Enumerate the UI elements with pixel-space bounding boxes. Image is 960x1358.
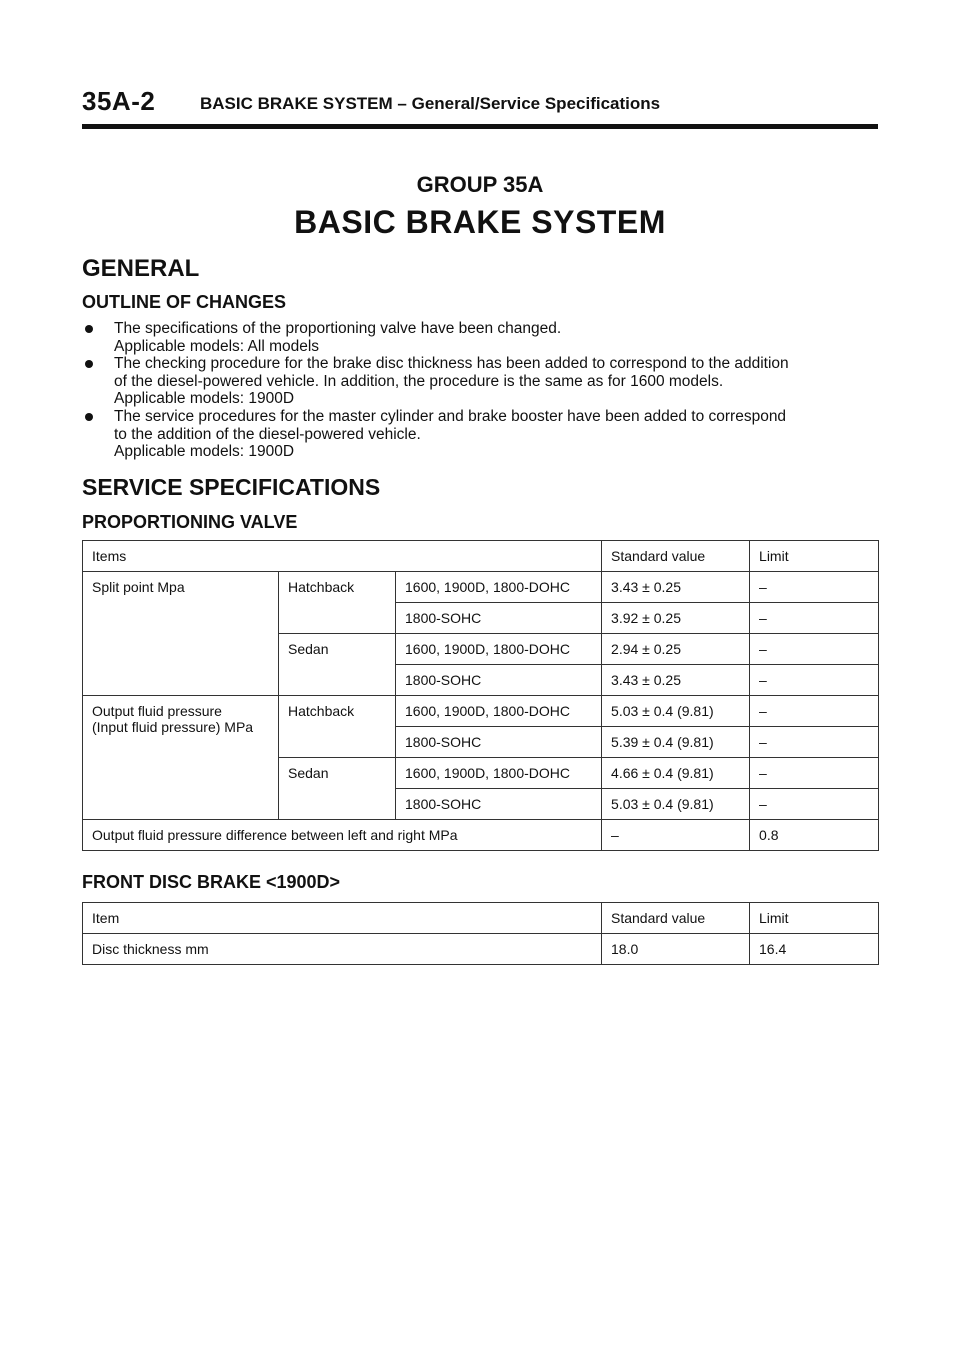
front-disc-brake-table: [82, 902, 879, 965]
main-title: BASIC BRAKE SYSTEM: [294, 204, 666, 240]
table-row: [83, 696, 879, 727]
model-cell: 1600, 1900D, 1800-DOHC: [396, 696, 602, 727]
outline-item: [82, 408, 882, 461]
table-row: [83, 572, 879, 603]
outline-list: [82, 320, 882, 461]
limit-cell: –: [750, 789, 879, 820]
bullet-icon: [85, 325, 93, 333]
header-limit: Limit: [750, 903, 879, 934]
body-type-hatchback: Hatchback: [279, 696, 396, 758]
outline-line: Applicable models: 1900D: [114, 390, 295, 408]
bullet-icon: [85, 360, 93, 368]
table-row: [83, 934, 879, 965]
outline-line: Applicable models: 1900D: [114, 443, 295, 461]
front-disc-brake-heading: FRONT DISC BRAKE <1900D>: [82, 872, 341, 892]
outline-heading: OUTLINE OF CHANGES: [82, 292, 287, 312]
header-separator: –: [392, 94, 412, 113]
limit-cell: –: [750, 696, 879, 727]
limit-cell: –: [750, 603, 879, 634]
outline-line: to the addition of the diesel-powered vehicle.: [114, 425, 421, 443]
standard-cell: 5.03 ± 0.4 (9.81): [602, 789, 750, 820]
standard-cell: 5.39 ± 0.4 (9.81): [602, 727, 750, 758]
header-standard-value: Standard value: [602, 903, 750, 934]
section-subtitle: General/Service Specifications: [411, 94, 661, 113]
output-pressure-label: [83, 696, 279, 820]
proportioning-valve-table: [82, 540, 879, 851]
header-title: [200, 94, 660, 114]
outline-line: The specifications of the proportioning valve have been changed.: [114, 320, 562, 337]
table-row: [83, 820, 879, 851]
service-specifications-heading: SERVICE SPECIFICATIONS: [82, 474, 381, 500]
model-cell: 1600, 1900D, 1800-DOHC: [396, 572, 602, 603]
header-items: Items: [83, 541, 602, 572]
item-cell: Disc thickness mm: [83, 934, 602, 965]
limit-cell: –: [750, 572, 879, 603]
limit-cell: 16.4: [750, 934, 879, 965]
general-heading: GENERAL: [82, 255, 200, 282]
standard-cell: 3.43 ± 0.25: [602, 572, 750, 603]
standard-cell: 3.92 ± 0.25: [602, 603, 750, 634]
header-standard-value: Standard value: [602, 541, 750, 572]
table-header-row: [83, 541, 879, 572]
proportioning-valve-heading: PROPORTIONING VALVE: [82, 512, 298, 532]
body-type-hatchback: Hatchback: [279, 572, 396, 634]
body-type-sedan: Sedan: [279, 758, 396, 820]
outline-item: [82, 320, 882, 355]
model-cell: 1800-SOHC: [396, 727, 602, 758]
section-title: BASIC BRAKE SYSTEM: [200, 94, 393, 113]
outline-line: The service procedures for the master cylinder and brake booster have been added to correspond: [114, 407, 787, 425]
model-cell: 1800-SOHC: [396, 603, 602, 634]
output-pressure-label-line: (Input fluid pressure) MPa: [92, 719, 254, 735]
model-cell: 1600, 1900D, 1800-DOHC: [396, 758, 602, 789]
model-cell: 1800-SOHC: [396, 665, 602, 696]
limit-cell: –: [750, 665, 879, 696]
header-item: Item: [83, 903, 602, 934]
page-number: 35A-2: [82, 86, 156, 116]
standard-cell: –: [602, 820, 750, 851]
standard-cell: 18.0: [602, 934, 750, 965]
outline-line: of the diesel-powered vehicle. In addition, the procedure is the same as for 1600 models.: [114, 372, 724, 390]
standard-cell: 5.03 ± 0.4 (9.81): [602, 696, 750, 727]
limit-cell: –: [750, 634, 879, 665]
output-pressure-label-line: Output fluid pressure: [92, 703, 222, 719]
limit-cell: 0.8: [750, 820, 879, 851]
outline-line: Applicable models: All models: [114, 337, 320, 355]
limit-cell: –: [750, 758, 879, 789]
split-point-label: Split point Mpa: [83, 572, 279, 696]
outline-item: [82, 355, 882, 408]
header-limit: Limit: [750, 541, 879, 572]
model-cell: 1800-SOHC: [396, 789, 602, 820]
page-header: [82, 86, 878, 129]
group-label: GROUP 35A: [416, 172, 544, 197]
table-header-row: [83, 903, 879, 934]
bullet-icon: [85, 413, 93, 421]
body-type-sedan: Sedan: [279, 634, 396, 696]
outline-line: The checking procedure for the brake disc thickness has been added to correspond to the addition: [114, 355, 789, 373]
standard-cell: 3.43 ± 0.25: [602, 665, 750, 696]
model-cell: 1600, 1900D, 1800-DOHC: [396, 634, 602, 665]
standard-cell: 4.66 ± 0.4 (9.81): [602, 758, 750, 789]
standard-cell: 2.94 ± 0.25: [602, 634, 750, 665]
difference-label: Output fluid pressure difference between left and right MPa: [83, 820, 602, 851]
limit-cell: –: [750, 727, 879, 758]
